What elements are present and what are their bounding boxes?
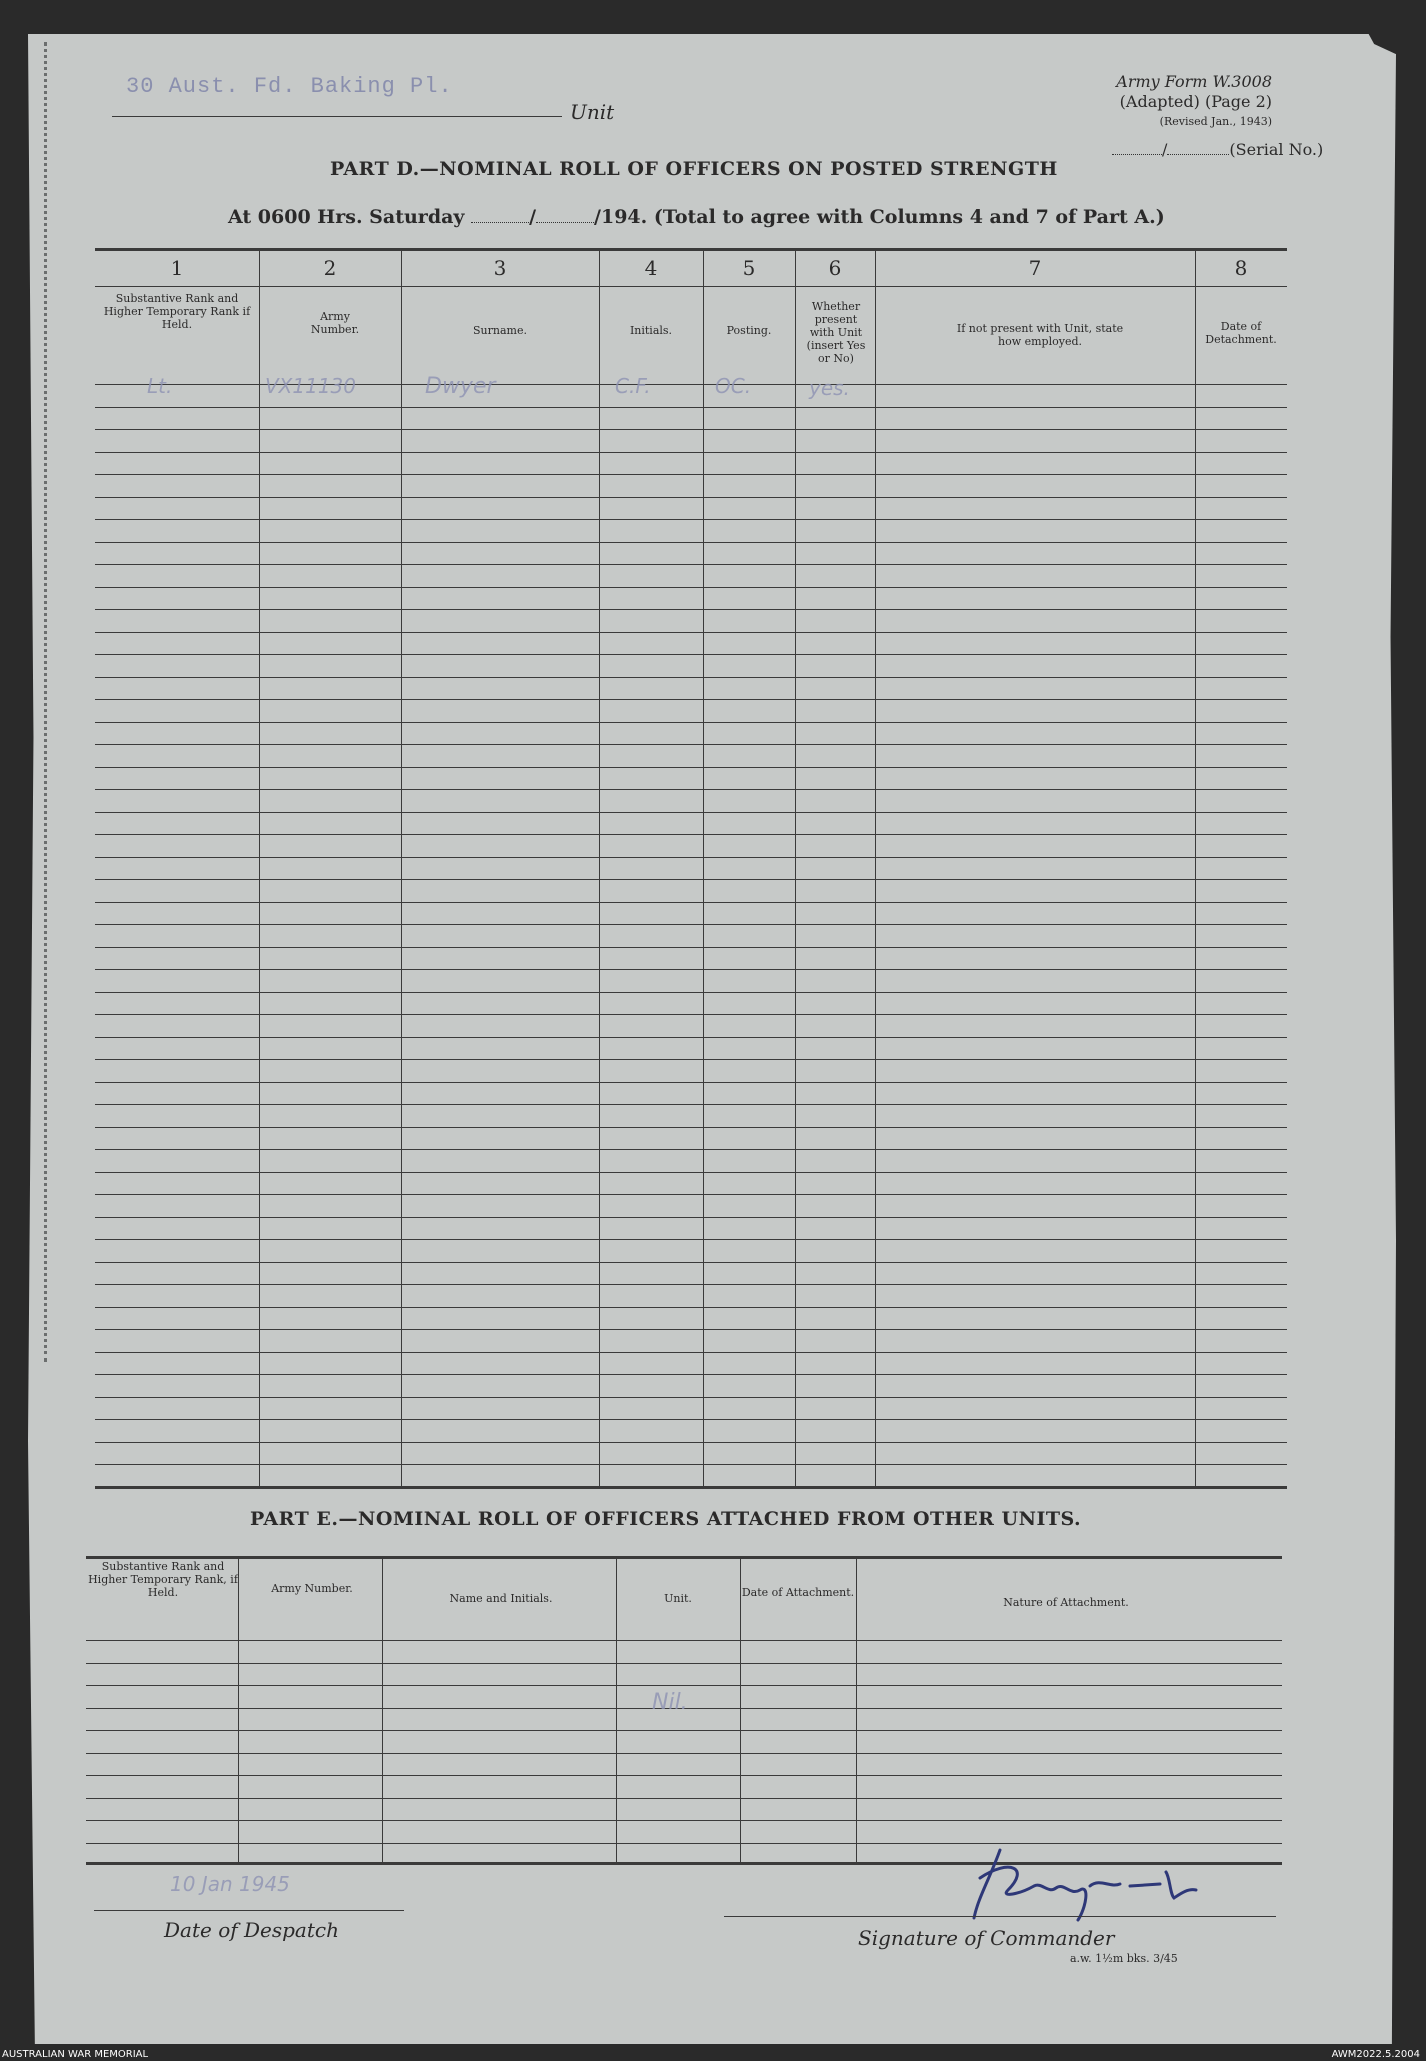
e-header-army-number: Army Number. [271,1582,353,1595]
col-header-posting: Posting. [726,324,772,337]
rule-row [95,879,1287,880]
col-header-employment: If not present with Unit, state how employed. [956,322,1124,348]
entry-present: yes. [809,376,850,400]
rule-row [95,947,1287,948]
col-number-5: 5 [742,256,756,280]
col-header-rank: Substantive Rank and Higher Temporary Rank if Held. [103,292,251,331]
form-revision: (Revised Jan., 1943) [1159,115,1272,128]
rule-column [259,248,260,1486]
rule-row [95,1464,1287,1465]
rule-row [95,654,1287,655]
rule-e-row [86,1685,1282,1686]
rule-row [95,767,1287,768]
date-note: (Total to agree with Columns 4 and 7 of Part A.) [653,206,1165,228]
rule-row [95,1419,1287,1420]
rule-row [95,542,1287,543]
commander-signature [960,1838,1220,1928]
unit-label: Unit [570,100,615,124]
rule-e-column [238,1556,239,1862]
archive-caption [0,2049,1426,2061]
rule-row [95,497,1287,498]
rule-e-column [740,1556,741,1862]
rule-row [95,834,1287,835]
archive-accession: AWM2022.5.2004 [1331,2049,1420,2060]
rule-row [95,429,1287,430]
rule-row [95,1262,1287,1263]
part-e-entry-nil: Nil. [652,1690,688,1715]
e-header-nature: Nature of Attachment. [1003,1596,1129,1609]
rule-row [95,1194,1287,1195]
unit-line [112,116,562,117]
print-code: a.w. 1½m bks. 3/45 [1070,1952,1178,1965]
rule-e-row [86,1798,1282,1799]
form-identifier [1090,72,1272,132]
rule-column [401,248,402,1486]
col-header-initials: Initials. [629,324,673,337]
rule-row [95,1059,1287,1060]
signature-label: Signature of Commander [858,1926,1115,1950]
col-number-4: 4 [644,256,658,280]
e-header-name: Name and Initials. [449,1592,553,1605]
rule-row [95,1217,1287,1218]
rule-row [95,812,1287,813]
rule-row [95,1374,1287,1375]
rule-row [95,1397,1287,1398]
col-number-6: 6 [828,256,842,280]
rule-row [95,1442,1287,1443]
unit-stamp: 30 Aust. Fd. Baking Pl. [126,74,453,99]
rule-column [599,248,600,1486]
despatch-label: Date of Despatch [164,1918,339,1942]
rule-e-column [382,1556,383,1862]
form-adapted: (Adapted) (Page 2) [1119,92,1272,111]
e-header-rank: Substantive Rank and Higher Temporary Rank, if Held. [88,1560,238,1599]
despatch-line [94,1910,404,1911]
entry-rank: Lt. [147,374,173,398]
rule-row [95,474,1287,475]
rule-e-row [86,1730,1282,1731]
rule-row [95,632,1287,633]
col-header-present: Whether present with Unit (insert Yes or No) [806,300,866,365]
rule-header-number [95,286,1287,287]
part-e-title: PART E.—NOMINAL ROLL OF OFFICERS ATTACHED FROM OTHER UNITS. [250,1508,1082,1530]
rule-row [95,1149,1287,1150]
rule-row [95,1014,1287,1015]
rule-row [95,1127,1287,1128]
rule-e-row [86,1775,1282,1776]
date-year: /194. [594,206,648,228]
rule-row [95,677,1287,678]
form-number: Army Form W.3008 [1116,72,1272,91]
rule-e-header-bottom [86,1640,1282,1641]
rule-bottom [95,1486,1287,1489]
col-number-3: 3 [493,256,507,280]
col-number-1: 1 [170,256,184,280]
rule-row [95,609,1287,610]
rule-row [95,924,1287,925]
date-line: At 0600 Hrs. Saturday / /194. (Total to agree with Columns 4 and 7 of Part A.) [228,206,1165,228]
rule-row [95,857,1287,858]
rule-row [95,1104,1287,1105]
e-header-attachment-date: Date of Attachment. [741,1586,855,1599]
rule-row [95,1329,1287,1330]
rule-row [95,407,1287,408]
rule-row [95,992,1287,993]
entry-posting: OC. [715,374,752,398]
rule-column [1195,248,1196,1486]
rule-row [95,587,1287,588]
despatch-date: 10 Jan 1945 [170,1872,290,1896]
rule-row [95,1239,1287,1240]
date-prefix: At 0600 Hrs. Saturday [228,206,465,228]
rule-row [95,1037,1287,1038]
rule-top [95,248,1287,251]
entry-surname: Dwyer [425,374,496,399]
rule-row [95,699,1287,700]
rule-column [795,248,796,1486]
col-header-surname: Surname. [473,324,527,337]
entry-initials: C.F. [615,374,651,398]
rule-row [95,452,1287,453]
serial-number: / (Serial No.) [1112,140,1323,159]
col-number-7: 7 [1028,256,1042,280]
col-number-2: 2 [323,256,337,280]
entry-army-number: VX11130 [265,374,357,398]
rule-row [95,1307,1287,1308]
rule-row [95,564,1287,565]
rule-row [95,744,1287,745]
rule-e-row [86,1663,1282,1664]
rule-row [95,1082,1287,1083]
signature-line [724,1916,1276,1917]
rule-row [95,519,1287,520]
serial-label: (Serial No.) [1229,140,1324,159]
rule-e-row [86,1753,1282,1754]
rule-row [95,722,1287,723]
e-header-unit: Unit. [664,1592,692,1605]
rule-e-top [86,1556,1282,1559]
rule-row [95,1172,1287,1173]
col-header-detachment: Date of Detachment. [1205,320,1277,346]
perforation-edge [44,42,49,1362]
col-header-army-number: Army Number. [310,310,360,336]
rule-e-row [86,1820,1282,1821]
rule-column [703,248,704,1486]
rule-row [95,969,1287,970]
part-d-title: PART D.—NOMINAL ROLL OF OFFICERS ON POSTED STRENGTH [330,158,1058,180]
rule-row [95,789,1287,790]
rule-row [95,902,1287,903]
rule-row [95,1352,1287,1353]
rule-row [95,1284,1287,1285]
archive-institution: AUSTRALIAN WAR MEMORIAL [2,2049,149,2060]
col-number-8: 8 [1234,256,1248,280]
rule-column [875,248,876,1486]
